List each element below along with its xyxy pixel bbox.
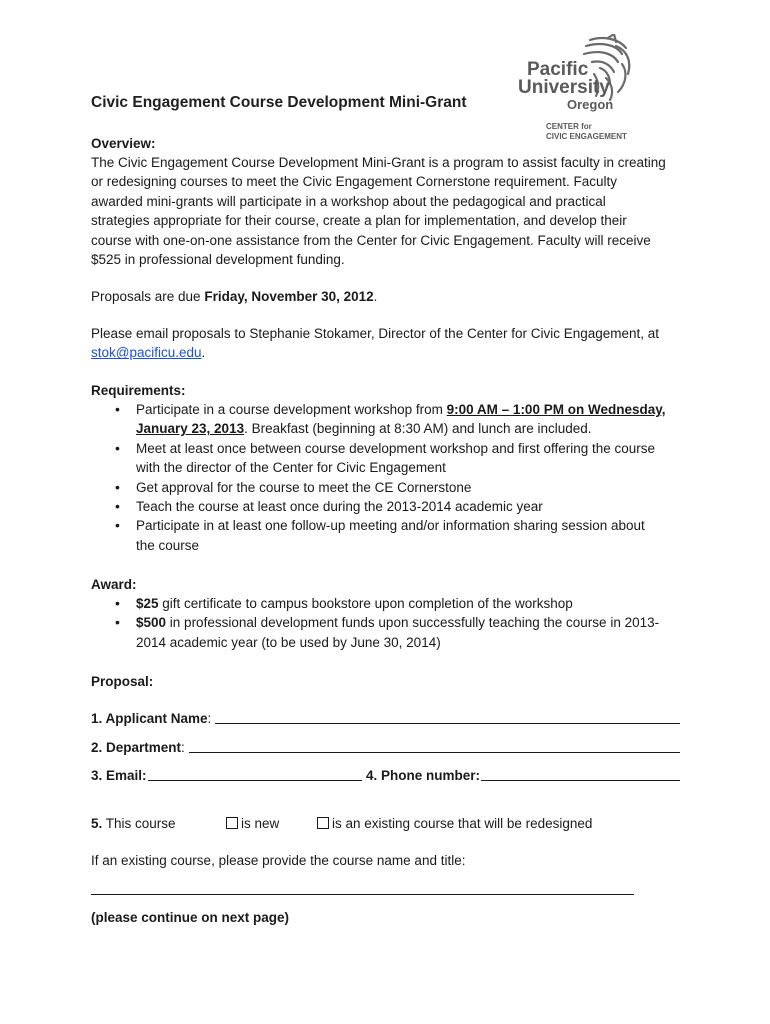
requirement-item: • Meet at least once between course development workshop and first offering the course with the director of the Center for Civic Engagement <box>91 439 711 478</box>
existing-course-field[interactable] <box>91 894 634 895</box>
overview-heading: Overview: <box>91 136 156 151</box>
overview-line: awarded mini-grants will participate in a workshop about the pedagogical and practical <box>91 193 606 209</box>
requirement-item: • Teach the course at least once during the 2013-2014 academic year <box>91 497 711 516</box>
award-item: • $500 in professional development funds upon successfully teaching the course in 2013- 2014 academic year (to be used by June 30, 2014) <box>91 613 711 652</box>
award-item: • $25 gift certificate to campus bookstore upon completion of the workshop <box>91 594 711 613</box>
option-new[interactable]: is new <box>226 814 279 833</box>
overview-paragraph <box>91 153 691 269</box>
overview-line: course with one-on-one assistance from the Center for Civic Engagement. Faculty will receive <box>91 232 651 248</box>
email-instructions <box>91 324 659 363</box>
pacific-university-logo <box>515 34 640 146</box>
existing-course-prompt: If an existing course, please provide the course name and title: <box>91 853 466 868</box>
phone-label: 4. Phone number: <box>366 768 481 783</box>
overview-line: The Civic Engagement Course Development Mini-Grant is a program to assist faculty in creating <box>91 155 666 170</box>
proposal-heading: Proposal: <box>91 674 154 689</box>
due-date-statement <box>91 287 377 306</box>
department-field[interactable] <box>189 752 680 753</box>
award-amount: $25 <box>136 596 159 611</box>
continue-note: (please continue on next page) <box>91 910 290 925</box>
page-title: Civic Engagement Course Development Mini-Grant <box>91 94 467 111</box>
overview-line: strategies appropriate for their course, create a plan for implementation, and develop their <box>91 213 627 229</box>
checkbox-new[interactable] <box>226 817 238 829</box>
overview-line: or redesigning courses to meet the Civic Engagement Cornerstone requirement. Faculty <box>91 174 618 190</box>
applicant-name-field[interactable] <box>215 723 680 724</box>
email-instructions-line: Please email proposals to Stephanie Stokamer, Director of the Center for Civic Engagement, at <box>91 326 660 341</box>
overview-line: $525 in professional development funding. <box>91 252 345 268</box>
department-label: 2. Department: <box>91 740 185 755</box>
requirement-item: • Participate in a course development workshop from 9:00 AM – 1:00 PM on Wednesday, January 23, 2013. Breakfast (beginning at 8:30 AM) and lunch are included. <box>91 400 711 439</box>
due-prefix: Proposals are due <box>91 289 205 304</box>
due-date: Friday, November 30, 2012 <box>204 289 374 304</box>
award-list <box>91 594 711 652</box>
email-label: 3. Email: <box>91 768 147 783</box>
logo-center-line2: CIVIC ENGAGEMENT <box>546 132 627 141</box>
course-type-label: 5. This course <box>91 816 176 831</box>
option-existing[interactable]: is an existing course that will be redesigned <box>317 814 592 833</box>
due-suffix: . <box>373 289 378 304</box>
checkbox-existing[interactable] <box>317 817 329 829</box>
workshop-time: 9:00 AM – 1:00 PM on Wednesday, <box>446 402 666 417</box>
applicant-name-label: 1. Applicant Name: <box>91 711 212 726</box>
requirements-list <box>91 400 711 555</box>
email-link[interactable]: stok@pacificu.edu <box>91 345 202 361</box>
logo-university: University <box>518 77 610 98</box>
phone-field[interactable] <box>481 780 680 781</box>
award-heading: Award: <box>91 577 137 592</box>
requirement-item: • Participate in at least one follow-up meeting and/or information sharing session about the course <box>91 516 711 555</box>
requirements-heading: Requirements: <box>91 383 186 398</box>
award-amount: $500 <box>136 615 167 631</box>
logo-oregon: Oregon <box>567 97 614 112</box>
email-suffix: . <box>201 345 206 361</box>
email-field[interactable] <box>148 780 362 781</box>
workshop-date: January 23, 2013 <box>136 421 245 437</box>
logo-center-line1: CENTER for <box>546 122 592 131</box>
requirement-item: • Get approval for the course to meet the CE Cornerstone <box>91 478 711 497</box>
logo-pacific: Pacific <box>527 59 589 80</box>
